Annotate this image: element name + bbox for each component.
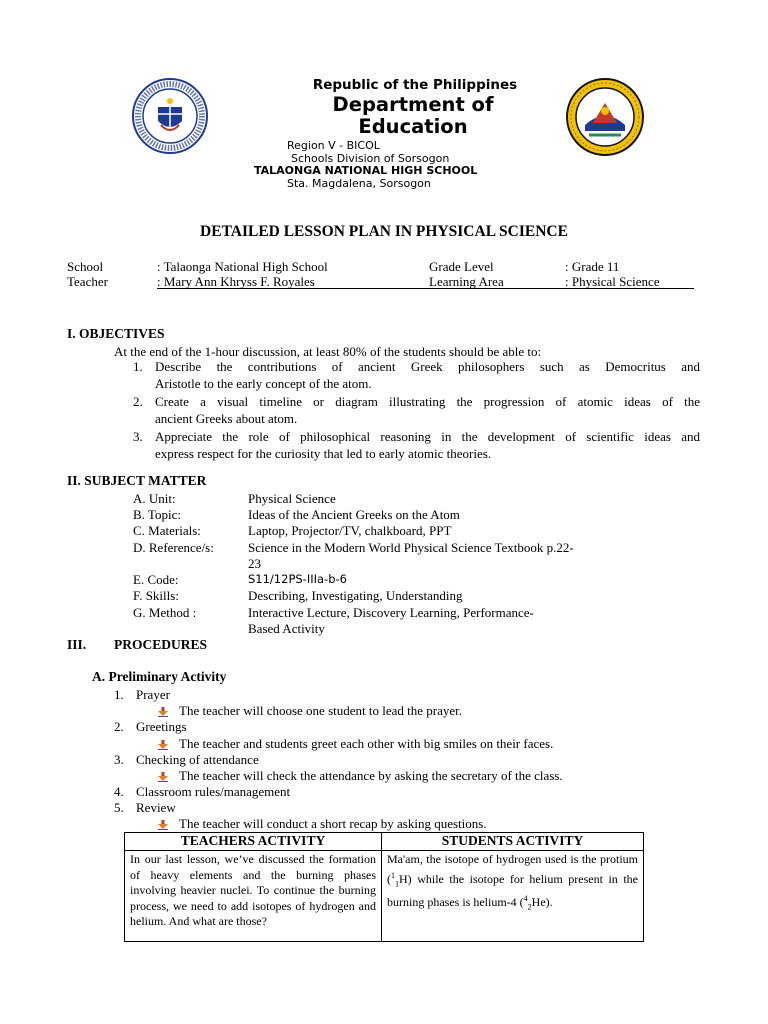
student-activity-text: H) while the isotope for helium present in the burning phases is helium-4 ( <box>387 871 638 910</box>
subject-row-label: D. Reference/s: <box>133 540 214 555</box>
info-area-label: Learning Area <box>429 274 504 289</box>
subject-row-label: B. Topic: <box>133 507 181 522</box>
info-area-value: : Physical Science <box>565 274 660 289</box>
objective-item <box>133 393 700 427</box>
procedure-step-number: 5. <box>114 800 124 815</box>
objectives-intro: At the end of the 1-hour discussion, at least 80% of the students should be able to: <box>114 344 542 359</box>
procedure-step-label: Greetings <box>136 719 187 734</box>
header-department <box>230 94 596 138</box>
info-school-label: School <box>67 259 104 274</box>
header-region: Region V - BICOL <box>287 139 380 152</box>
subject-row-value: Science in the Modern World Physical Science Textbook p.22- <box>248 540 574 555</box>
subject-row-label: G. Method : <box>133 605 197 620</box>
subject-row-label: E. Code: <box>133 572 179 587</box>
objective-line: Describe the contributions of ancient Greek philosophers such as Democritus and <box>155 359 700 374</box>
isotope-mass-number: 4 <box>523 894 528 904</box>
activity-table-header-row <box>125 833 644 851</box>
objective-line: Aristotle to the early concept of the atom. <box>155 376 372 391</box>
procedure-step-bullet: The teacher will conduct a short recap by asking questions. <box>179 816 487 831</box>
isotope-atomic-number: 2 <box>527 902 532 912</box>
objective-item <box>133 358 700 392</box>
header-address: Sta. Magdalena, Sorsogon <box>287 177 431 190</box>
header-department-line2: Education <box>358 115 468 138</box>
procedure-step-number: 2. <box>114 719 124 734</box>
subject-row-label: A. Unit: <box>133 491 176 506</box>
procedure-step-label: Classroom rules/management <box>136 784 291 799</box>
info-grade-value: : Grade 11 <box>565 259 620 274</box>
objective-number: 2. <box>133 394 143 409</box>
objective-number: 3. <box>133 429 143 444</box>
procedure-step-bullet: The teacher and students greet each other with big smiles on their faces. <box>179 736 554 751</box>
subject-row-value-cont: 23 <box>248 556 261 571</box>
isotope-mass-number: 1 <box>391 870 395 880</box>
subject-row-value: Laptop, Projector/TV, chalkboard, PPT <box>248 523 452 538</box>
procedure-step-label: Prayer <box>136 687 170 702</box>
objective-line: Appreciate the role of philosophical reasoning in the development of scientific ideas and <box>155 429 700 444</box>
preliminary-activity-heading: A. Preliminary Activity <box>92 669 227 684</box>
subject-row-value: Describing, Investigating, Understanding <box>248 588 463 603</box>
students-activity-header: STUDENTS ACTIVITY <box>382 833 644 851</box>
subject-row-value: Ideas of the Ancient Greeks on the Atom <box>248 507 460 522</box>
header-republic: Republic of the Philippines <box>312 77 518 93</box>
header-school: TALAONGA NATIONAL HIGH SCHOOL <box>254 164 478 177</box>
procedure-step-number: 3. <box>114 752 124 767</box>
subject-row-label: F. Skills: <box>133 588 179 603</box>
info-school-value: : Talaonga National High School <box>157 259 328 274</box>
student-activity-cell <box>382 851 644 942</box>
procedures-heading-number: III. <box>67 637 87 652</box>
info-divider <box>157 288 694 289</box>
student-activity-text: He). <box>531 895 553 910</box>
subject-row-label: C. Materials: <box>133 523 201 538</box>
objective-line: Create a visual timeline or diagram illustrating the progression of atomic ideas of the <box>155 394 700 409</box>
subject-row-value: Physical Science <box>248 491 336 506</box>
procedure-step-label: Review <box>136 800 176 815</box>
isotope-atomic-number: 1 <box>395 878 399 888</box>
subject-row-value: S11/12PS-IIIa-b-6 <box>248 572 347 586</box>
activity-table-row <box>125 851 644 942</box>
header-department-line1: Department of <box>332 93 494 116</box>
procedure-step-number: 4. <box>114 784 124 799</box>
header-division: Schools Division of Sorsogon <box>291 152 450 165</box>
objective-line: express respect for the curiosity that led to early atomic theories. <box>155 446 492 461</box>
teacher-activity-cell <box>125 851 382 942</box>
subject-row-value-cont: Based Activity <box>248 621 325 636</box>
procedure-step-number: 1. <box>114 687 124 702</box>
objectives-heading: I. OBJECTIVES <box>67 326 165 341</box>
procedure-step-bullet: The teacher will check the attendance by asking the secretary of the class. <box>179 768 563 783</box>
document-title: DETAILED LESSON PLAN IN PHYSICAL SCIENCE <box>200 223 568 240</box>
info-grade-label: Grade Level <box>429 259 494 274</box>
teachers-activity-header: TEACHERS ACTIVITY <box>125 833 382 851</box>
deped-seal <box>131 77 209 155</box>
objective-number: 1. <box>133 359 143 374</box>
info-teacher-label: Teacher <box>67 274 108 289</box>
procedures-heading: PROCEDURES <box>114 637 208 652</box>
activity-table <box>124 832 644 942</box>
procedure-step-bullet: The teacher will choose one student to lead the prayer. <box>179 703 463 718</box>
objective-line: ancient Greeks about atom. <box>155 411 298 426</box>
procedure-step-label: Checking of attendance <box>136 752 259 767</box>
info-teacher-value: : Mary Ann Khryss F. Royales <box>157 274 315 289</box>
subject-matter-heading: II. SUBJECT MATTER <box>67 473 207 488</box>
student-activity-text: Ma'am, the isotope of hydrogen used is the protium ( <box>387 852 638 886</box>
objective-item <box>133 428 700 462</box>
subject-row-value: Interactive Lecture, Discovery Learning, Performance- <box>248 605 534 620</box>
teacher-activity-text: In our last lesson, we’ve discussed the formation of heavy elements and the burning phases involving heavier nuclei. To continue the burning process, we need to add isotopes of hydrogen and helium. And what are those? <box>130 852 376 928</box>
